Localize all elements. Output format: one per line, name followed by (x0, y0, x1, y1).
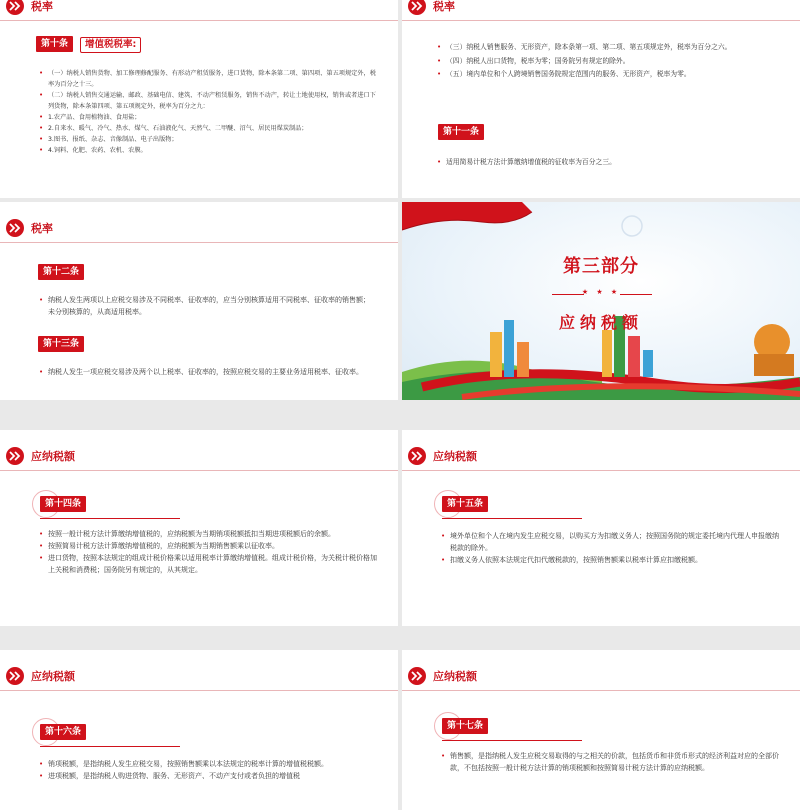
list-item: • （一）纳税人销售货物、加工修理修配服务、有形动产租赁服务，进口货物，除本条第二项、第四项、第五项规定外，税率为百分之十三。 (38, 68, 378, 90)
article-badge: 第十四条 (40, 496, 86, 512)
double-chevron-icon (408, 447, 426, 465)
article-badge: 第十七条 (442, 718, 488, 734)
slide-title: 税率 (433, 0, 455, 13)
cover-section-title: 应纳税额 (558, 313, 643, 332)
article-body (38, 758, 378, 782)
list-item: • 销售额，是指纳税人发生应税交易取得的与之相关的价款，包括货币和非货币形式的经济利益对应的全部价款，不包括按照一般计税方法计算的销项税额和按照简易计税方法计算的应纳税额。 (440, 750, 780, 774)
slide-title: 税率 (31, 222, 53, 235)
article-badge: 第十五条 (442, 496, 488, 512)
slide-header (402, 0, 800, 24)
double-chevron-icon (408, 0, 426, 15)
article-badge: 第十条 (36, 36, 73, 52)
list-item: • 纳税人发生两项以上应税交易涉及不同税率、征收率的，应当分别核算适用不同税率、征收率的销售额；未分别核算的，从高适用税率。 (38, 294, 373, 318)
article-body (440, 750, 780, 774)
article-body (436, 156, 776, 168)
list-item: • 适用简易计税方法计算缴纳增值税的征收率为百分之三。 (436, 156, 776, 168)
list-item: • （三）纳税人销售服务、无形资产，除本条第一项、第二项、第五项规定外，税率为百分之六。 (436, 42, 776, 54)
list-item: • （二）纳税人销售交通运输、邮政、基础电信、建筑、不动产租赁服务，销售不动产，转让土地使用权，销售或者进口下列货物，除本条第四项、第五项规定外，税率为百分之九： (38, 90, 378, 112)
list-item: • 4.饲料、化肥、农药、农机、农膜。 (38, 145, 378, 156)
article-badge: 第十一条 (438, 124, 484, 140)
double-chevron-icon (6, 667, 24, 685)
article-body (38, 366, 373, 378)
slide-tax-payable-15 (402, 430, 800, 626)
star-divider-icon: ★ ★ ★ (581, 288, 621, 296)
slide-vat-rates-2 (402, 0, 800, 198)
slide-tax-payable-14 (0, 430, 398, 626)
list-item: • 扣缴义务人依照本法规定代扣代缴税款的，按照销售额乘以税率计算应扣缴税额。 (440, 554, 780, 566)
list-item: • 1.农产品、食用植物油、食用盐； (38, 112, 378, 123)
article-badge: 第十三条 (38, 336, 84, 352)
slide-title: 应纳税额 (433, 670, 477, 683)
slide-header (402, 660, 800, 694)
slide-header (0, 440, 398, 474)
slide-title: 应纳税额 (31, 670, 75, 683)
slide-tax-payable-16 (0, 650, 398, 810)
list-item: • 进口货物，按照本法规定的组成计税价格乘以适用税率计算缴纳增值税。组成计税价格，为关税计税价格加上关税和消费税；国务院另有规定的，从其规定。 (38, 552, 378, 576)
double-chevron-icon (6, 0, 24, 15)
double-chevron-icon (6, 219, 24, 237)
article-body (38, 294, 373, 318)
section-label: 增值税税率: (80, 37, 141, 53)
article-body (440, 530, 780, 566)
double-chevron-icon (408, 667, 426, 685)
cover-section-number: 第三部分 (563, 256, 639, 277)
article-badge: 第十六条 (40, 724, 86, 740)
list-item: • （五）境内单位和个人跨境销售国务院规定范围内的服务、无形资产，税率为零。 (436, 69, 776, 81)
list-item: • 按照一般计税方法计算缴纳增值税的，应纳税额为当期销项税额抵扣当期进项税额后的余额。 (38, 528, 378, 540)
article-body (38, 528, 378, 576)
article-body (38, 68, 378, 156)
list-item: • 3.图书、报纸、杂志、音像制品、电子出版物； (38, 134, 378, 145)
slide-title: 税率 (31, 0, 53, 13)
slide-header (402, 440, 800, 474)
slide-header (0, 0, 398, 24)
list-item: • 纳税人发生一项应税交易涉及两个以上税率、征收率的，按照应税交易的主要业务适用税率、征收率。 (38, 366, 373, 378)
slide-tax-payable-17 (402, 650, 800, 810)
list-item: • （四）纳税人出口货物，税率为零；国务院另有规定的除外。 (436, 56, 776, 68)
slide-header (0, 212, 398, 246)
slide-title: 应纳税额 (31, 450, 75, 463)
double-chevron-icon (6, 447, 24, 465)
list-item: • 进项税额，是指纳税人购进货物、服务、无形资产、不动产支付或者负担的增值税 (38, 770, 378, 782)
list-item: • 销项税额，是指纳税人发生应税交易，按照销售额乘以本法规定的税率计算的增值税税额。 (38, 758, 378, 770)
cover-illustration (402, 202, 800, 400)
list-item: • 2.自来水、暖气、冷气、热水、煤气、石油液化气、天然气、二甲醚、沼气、居民用煤炭制品； (38, 123, 378, 134)
section-cover-slide (402, 202, 800, 400)
list-item: • 境外单位和个人在境内发生应税交易，以购买方为扣缴义务人；按照国务院的规定委托境内代理人申报缴纳税款的除外。 (440, 530, 780, 554)
slide-header (0, 660, 398, 694)
article-body (436, 42, 776, 81)
slide-title: 应纳税额 (433, 450, 477, 463)
list-item: • 按照简易计税方法计算缴纳增值税的，应纳税额为当期销售额乘以征收率。 (38, 540, 378, 552)
article-badge: 第十二条 (38, 264, 84, 280)
slide-vat-rates-3 (0, 202, 398, 400)
slide-vat-rates-1 (0, 0, 398, 198)
